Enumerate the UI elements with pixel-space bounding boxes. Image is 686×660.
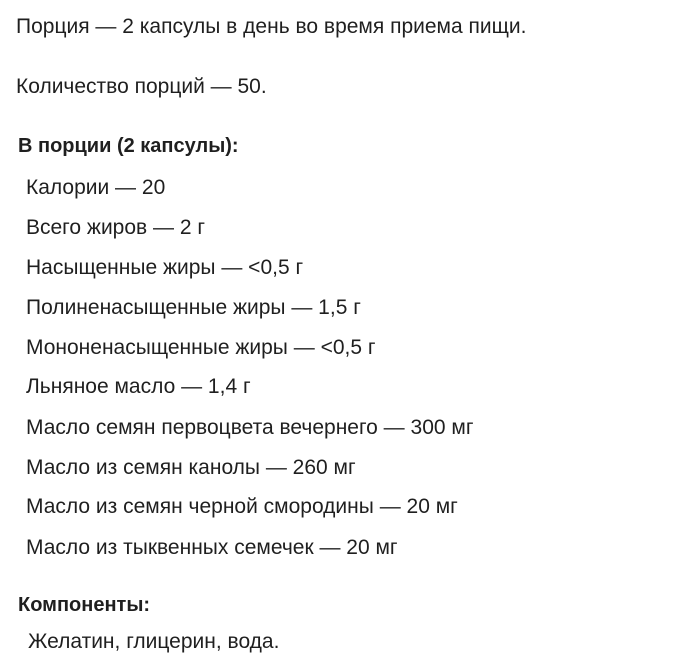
nutrient-blackcurrant-seed-oil: Масло из семян черной смородины — 20 мг <box>26 495 458 518</box>
per-serving-heading: В порции (2 капсулы): <box>18 135 239 157</box>
components-heading: Компоненты: <box>18 594 151 616</box>
nutrient-flaxseed-oil: Льняное масло — 1,4 г <box>26 375 251 398</box>
nutrient-total-fat: Всего жиров — 2 г <box>26 216 206 239</box>
nutrient-calories: Калории — 20 <box>26 176 166 199</box>
serving-size-line: Порция — 2 капсулы в день во время приема пищи. <box>16 15 527 38</box>
nutrient-polyunsaturated-fat: Полиненасыщенные жиры — 1,5 г <box>26 296 361 319</box>
nutrient-canola-oil: Масло из семян канолы — 260 мг <box>26 456 356 479</box>
components-text: Желатин, глицерин, вода. <box>28 630 280 653</box>
nutrient-pumpkin-seed-oil: Масло из тыквенных семечек — 20 мг <box>26 536 398 559</box>
servings-count-line: Количество порций — 50. <box>16 75 267 98</box>
nutrient-saturated-fat: Насыщенные жиры — <0,5 г <box>26 256 304 279</box>
nutrient-monounsaturated-fat: Мононенасыщенные жиры — <0,5 г <box>26 336 376 359</box>
nutrient-evening-primrose-oil: Масло семян первоцвета вечернего — 300 мг <box>26 416 474 439</box>
